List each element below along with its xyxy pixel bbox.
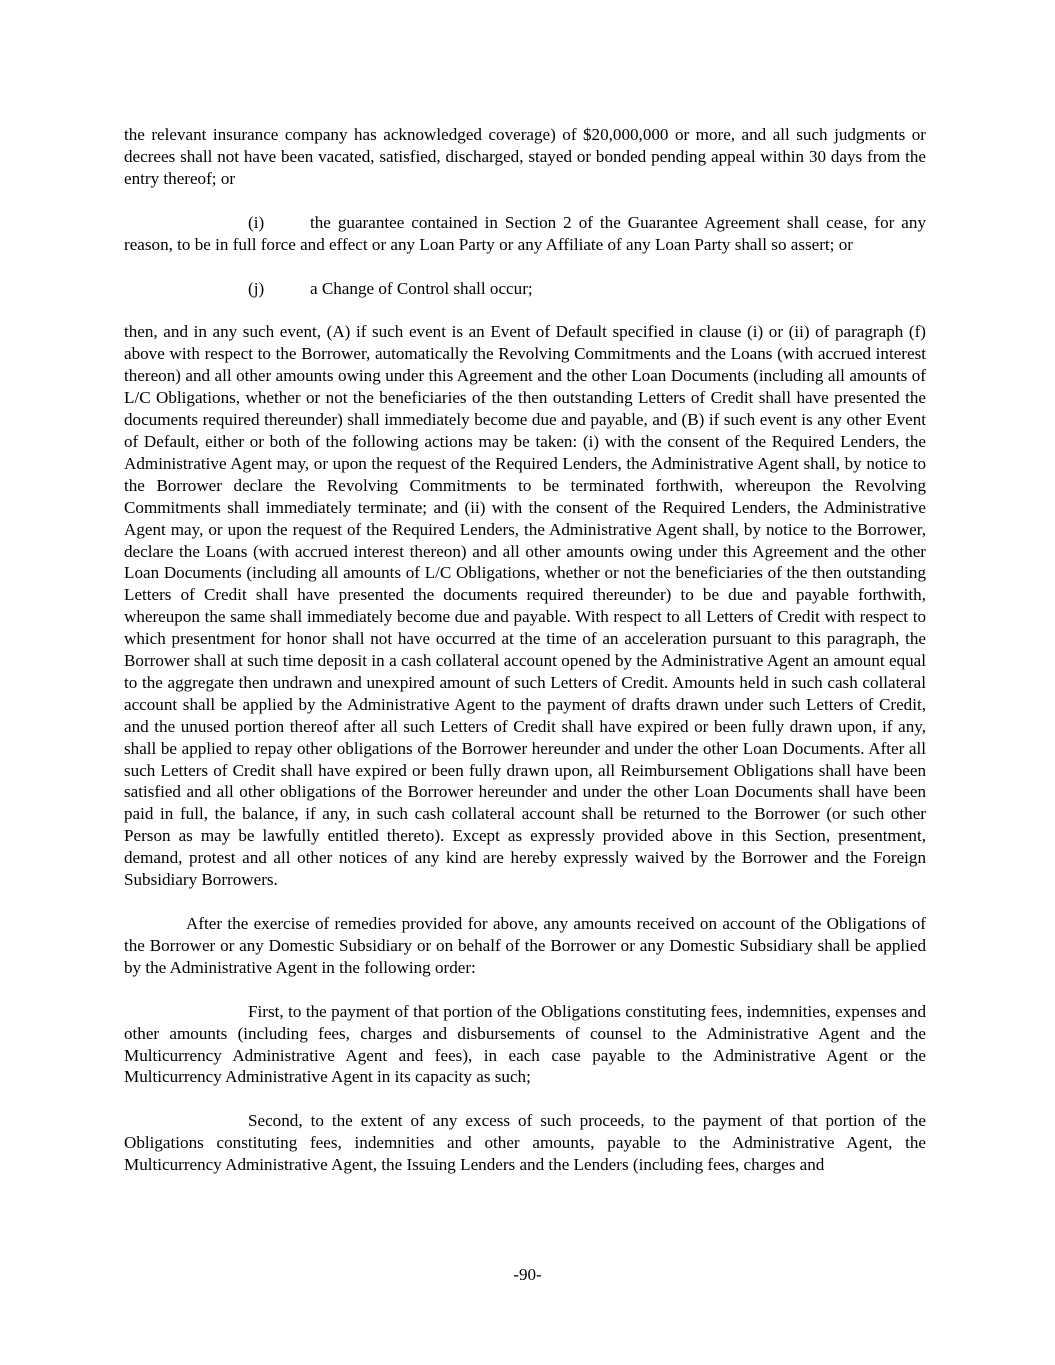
clause-i [124,212,926,256]
clause-j-label: (j) [248,278,265,298]
page-number: -90- [513,1265,542,1284]
paragraph-then-event: then, and in any such event, (A) if such event is an Event of Default specified in clause (i) or (ii) of paragraph (f) above with respect to the Borrower, automatically the Revolving Commitments and the Loans (with accrued interest thereon) and all other amounts owing under this Agreement and the other Loan Documents (including all amounts of L/C Obligations, whether or not the beneficiaries of the then outstanding Letters of Credit shall have presented the documents required thereunder) shall immediately become due and payable, and (B) if such event is any other Event of Default, either or both of the following actions may be taken: (i) with the consent of the Required Lenders, the Administrative Agent may, or upon the request of the Required Lenders, the Administrative Agent shall, by notice to the Borrower declare the Revolving Commitments to be terminated forthwith, whereupon the Revolving Commitments shall immediately terminate; and (ii) with the consent of the Required Lenders, the Administrative Agent may, or upon the request of the Required Lenders, the Administrative Agent shall, by notice to the Borrower, declare the Loans (with accrued interest thereon) and all other amounts owing under this Agreement and the other Loan Documents (including all amounts of L/C Obligations, whether or not the beneficiaries of the then outstanding Letters of Credit shall have presented the documents required thereunder) to be due and payable forthwith, whereupon the same shall immediately become due and payable. With respect to all Letters of Credit with respect to which presentment for honor shall not have occurred at the time of an acceleration pursuant to this paragraph, the Borrower shall at such time deposit in a cash collateral account opened by the Administrative Agent an amount equal to the aggregate then undrawn and unexpired amount of such Letters of Credit. Amounts held in such cash collateral account shall be applied by the Administrative Agent to the payment of drafts drawn under such Letters of Credit, and the unused portion thereof after all such Letters of Credit shall have expired or been fully drawn upon, if any, shall be applied to repay other obligations of the Borrower hereunder and under the other Loan Documents. After all such Letters of Credit shall have expired or been fully drawn upon, all Reimbursement Obligations shall have been satisfied and all other obligations of the Borrower hereunder and under the other Loan Documents shall have been paid in full, the balance, if any, in such cash collateral account shall be returned to the Borrower (or such other Person as may be lawfully entitled thereto). Except as expressly provided above in this Section, presentment, demand, protest and all other notices of any kind are hereby expressly waived by the Borrower and the Foreign Subsidiary Borrowers. [124,322,926,890]
clause-i-label: (i) [248,212,265,232]
clause-i-text: the guarantee contained in Section 2 of the Guarantee Agreement shall cease, for any reason, to be in full force and effect or any Loan Party or any Affiliate of any Loan Party shall so assert; or [124,212,926,254]
paragraph-second-priority: Second, to the extent of any excess of such proceeds, to the payment of that portion of the Obligations constituting fees, indemnities and other amounts, payable to the Administrative Agent, the Multicurrency Administrative Agent, the Issuing Lenders and the Lenders (including fees, charges and [124,1111,926,1175]
paragraph-first-priority: First, to the payment of that portion of the Obligations constituting fees, indemnities, expenses and other amounts (including fees, charges and disbursements of counsel to the Administrative Agent and the Multicurrency Administrative Agent and fees), in each case payable to the Administrative Agent or the Multicurrency Administrative Agent in its capacity as such; [124,1001,926,1087]
clause-j [124,278,926,300]
document-page [124,124,926,1176]
paragraph-continuation: the relevant insurance company has acknowledged coverage) of $20,000,000 or more, and all such judgments or decrees shall not have been vacated, satisfied, discharged, stayed or bonded pending appeal within 30 days from the entry thereof; or [124,125,926,188]
paragraph-after-remedies: After the exercise of remedies provided for above, any amounts received on account of the Obligations of the Borrower or any Domestic Subsidiary or on behalf of the Borrower or any Domestic Subsidiary shall be applied by the Administrative Agent in the following order: [124,914,926,977]
clause-j-text: a Change of Control shall occur; [310,278,533,298]
